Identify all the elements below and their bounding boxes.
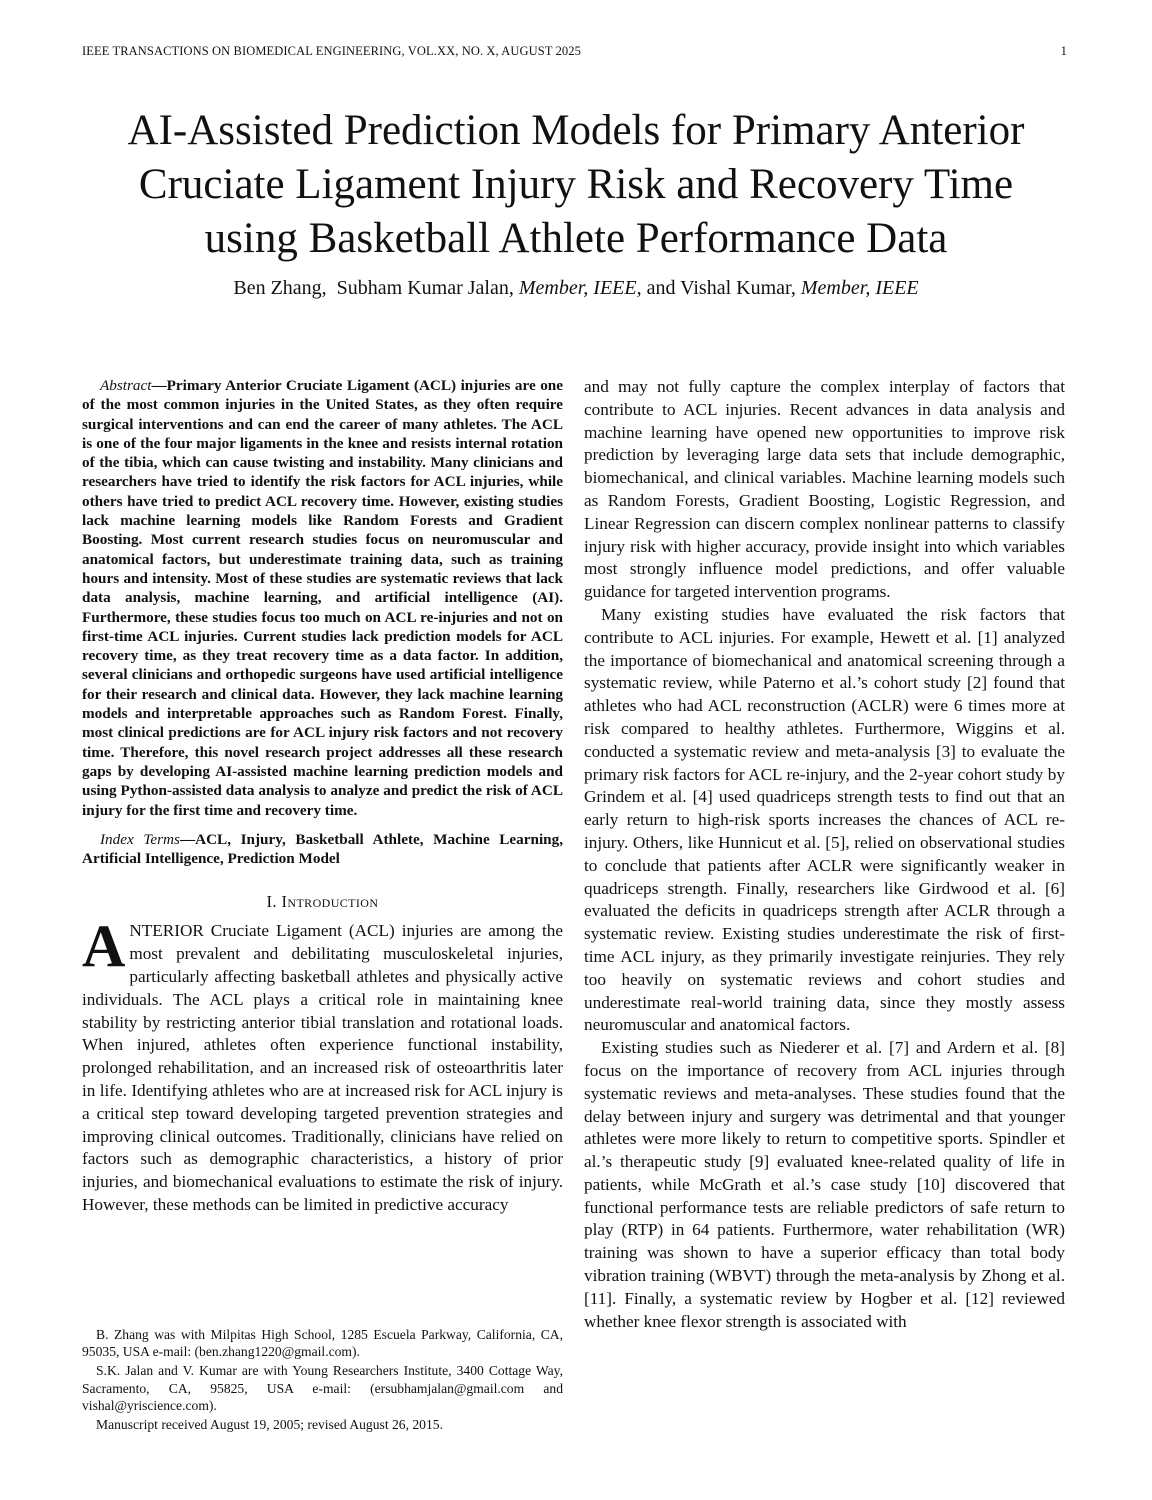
footnotes: [82, 1326, 563, 1435]
intro-paragraph-2: Many existing studies have evaluated the risk factors that contribute to ACL injuries. For example, Hewett et al. [1] analyzed the importance of biomechanical and anatomical screening through a systematic review, while Paterno et al.’s cohort study [2] found that athletes who had ACL reconstruction (ACLR) were 6 times more at risk compared to healthy athletes. Furthermore, Wiggins et al. conducted a systematic review and meta-analysis [3] to evaluate the primary risk factors for ACL re-injury, and the 2-year cohort study by Grindem et al. [4] used quadriceps strength tests to find out that an early return to high-risk sports increases the chances of ACL re-injury. Others, like Hunnicut et al. [5], relied on observational studies to conclude that patients after ACLR were significantly weaker in quadriceps strength. Finally, researchers like Girdwood et al. [6] evaluated the deficits in quadriceps strength after ACLR through a systematic review. Existing studies underestimate the risk of first-time ACL injury, as they primarily investigate reinjuries. They rely too heavily on systematic reviews and cohort studies and underestimate real-world training data, since they mostly assess neuromuscular and anatomical factors.: [584, 604, 1065, 1035]
journal-header: IEEE TRANSACTIONS ON BIOMEDICAL ENGINEERING, VOL.XX, NO. X, AUGUST 2025: [82, 44, 581, 58]
abstract-text: —Primary Anterior Cruciate Ligament (ACL) injuries are one of the most common injuries in the United States, as they often require surgical interventions and can end the career of many athletes. The ACL is one of the four major ligaments in the knee and resists internal rotation of the tibia, which can cause twisting and instability. Many clinicians and researchers have tried to identify the risk factors for ACL injuries, while others have tried to predict ACL recovery time. However, existing studies lack machine learning models like Random Forests and Gradient Boosting. Most current research studies focus on neuromuscular and anatomical factors, but underestimate training data, such as training hours and intensity. Most of these studies are systematic reviews that lack data analysis, machine learning, and artificial intelligence (AI). Furthermore, these studies focus too much on ACL re-injuries and not on first-time ACL injuries. Current studies lack prediction models for ACL recovery time, as they treat recovery time as a data factor. In addition, several clinicians and orthopedic surgeons have used artificial intelligence for their research and clinical data. However, they lack machine learning models and interpretable approaches such as Random Forest. Finally, most clinical predictions are for ACL injury risk factors and not recovery time. Therefore, this novel research project addresses all these research gaps by developing AI-assisted machine learning prediction models and using Python-assisted data analysis to analyze and predict the risk of ACL injury for the first time and recovery time.: [82, 377, 563, 819]
intro-paragraph-1: [82, 913, 563, 1216]
page-number: 1: [1060, 44, 1067, 58]
author-2-role: Member, IEEE,: [518, 277, 642, 299]
author-and: and: [646, 277, 676, 299]
footnote-manuscript-dates: Manuscript received August 19, 2005; revised August 26, 2015.: [96, 1417, 443, 1433]
title-line-1: AI-Assisted Prediction Models for Primary Anterior: [127, 107, 1025, 154]
section-name: Introduction: [281, 892, 379, 912]
title-line-2: Cruciate Ligament Injury Risk and Recovery Time: [138, 161, 1014, 208]
left-column: [82, 376, 563, 1217]
running-head: [82, 44, 1067, 59]
right-column: [584, 376, 1065, 1333]
abstract: [82, 376, 563, 820]
abstract-lead: Abstract: [100, 377, 152, 394]
drop-cap: A: [82, 913, 126, 980]
footnote-affiliation-1: B. Zhang was with Milpitas High School, 1285 Escuela Parkway, California, CA, 95035, USA e-mail: (ben.zhang1220@gmail.com).: [82, 1327, 563, 1360]
intro-paragraph-1-continued: and may not fully capture the complex interplay of factors that contribute to ACL injuries. Recent advances in data analysis and machine learning have opened new opportunities to improve risk prediction by leveraging large data sets that include demographic, biomechanical, and clinical variables. Machine learning models such as Random Forests, Gradient Boosting, Logistic Regression, and Linear Regression can discern complex nonlinear patterns to classify injury risk with higher accuracy, provide insight into which variables most strongly influence model predictions, and offer valuable guidance for targeted intervention programs.: [584, 377, 1065, 602]
intro-paragraph-1-text: NTERIOR Cruciate Ligament (ACL) injuries are among the most prevalent and debilitating musculoskeletal injuries, particularly affecting basketball athletes and physically active individuals. The ACL plays a critical role in maintaining knee stability by restricting anterior tibial translation and rotational loads. When injured, athletes often experience functional instability, prolonged rehabilitation, and an increased risk of osteoarthritis later in life. Identifying athletes who are at increased risk for ACL injury is a critical step toward developing targeted prevention strategies and improving clinical outcomes. Traditionally, clinicians have relied on factors such as demographic characteristics, a history of prior injuries, and biomechanical evaluations to estimate the risk of injury. However, these methods can be limited in predictive accuracy: [82, 921, 563, 1214]
author-3: Vishal Kumar,: [680, 277, 796, 299]
index-terms-lead: Index Terms: [100, 830, 180, 848]
footnote-affiliation-2: S.K. Jalan and V. Kumar are with Young Researchers Institute, 3400 Cottage Way, Sacramento, CA, 95825, USA e-mail: (ersubhamjalan@gmail.com and vishal@yriscience.com).: [82, 1363, 563, 1413]
author-1: Ben Zhang,: [233, 277, 327, 299]
author-list: [60, 275, 1092, 301]
paper-title: [60, 104, 1092, 266]
title-line-3: using Basketball Athlete Performance Data: [204, 215, 948, 262]
author-3-role: Member, IEEE: [800, 277, 919, 299]
section-number: I.: [266, 892, 277, 912]
author-2: Subham Kumar Jalan,: [336, 277, 514, 299]
index-terms-text: —ACL, Injury, Basketball Athlete, Machine Learning, Artificial Intelligence, Prediction Model: [82, 830, 564, 868]
intro-paragraph-3: Existing studies such as Niederer et al. [7] and Ardern et al. [8] focus on the importance of recovery from ACL injuries through systematic reviews and meta-analyses. These studies found that the delay between injury and surgery was detrimental and that younger athletes were more likely to return to competitive sports. Spindler et al.’s therapeutic study [9] evaluated knee-related quality of life in patients, while McGrath et al.’s case study [10] discovered that functional performance tests are reliable predictors of safe return to play (RTP) in 64 patients. Furthermore, water rehabilitation (WR) training was shown to have a superior efficacy than total body vibration training (WBVT) through the meta-analysis by Zhong et al. [11]. Finally, a systematic review by Hogber et al. [12] reviewed whether knee flexor strength is associated with: [584, 1038, 1065, 1331]
section-heading-introduction: [82, 892, 563, 912]
index-terms: [82, 830, 563, 869]
